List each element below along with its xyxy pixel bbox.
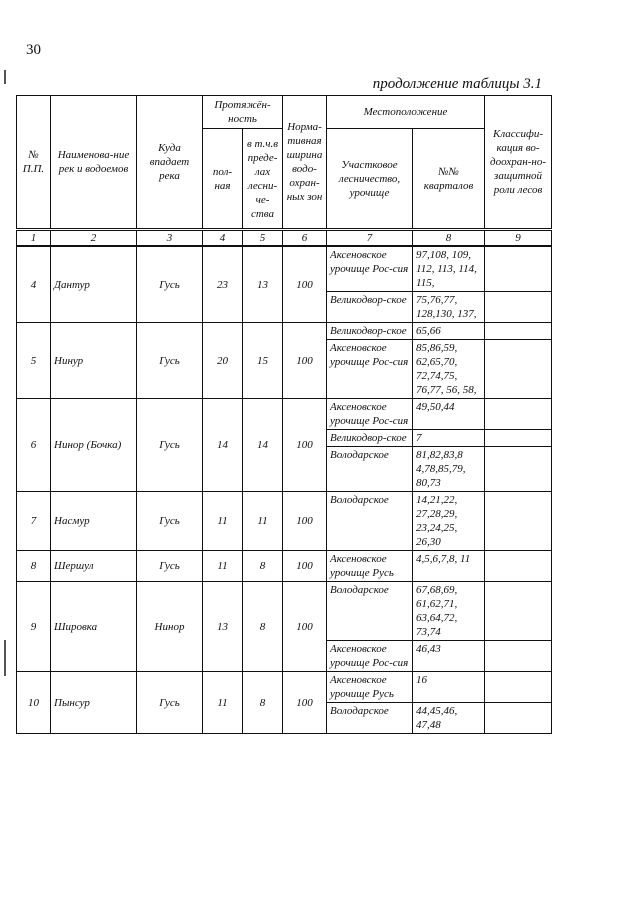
zone-width: 100 <box>283 492 327 551</box>
location-quarters: 46,43 <box>413 641 485 672</box>
location-quarters: 7 <box>413 430 485 447</box>
location-place: Володарское <box>327 582 413 641</box>
classification-cell <box>485 641 552 672</box>
header-location: Местоположение <box>327 96 485 129</box>
flows-into: Гусь <box>137 246 203 323</box>
table-row <box>17 246 552 292</box>
table-continuation-caption: продолжение таблицы 3.1 <box>372 76 542 92</box>
location-place: Великодвор-ское <box>327 292 413 323</box>
length-within: 14 <box>243 399 283 492</box>
length-full: 11 <box>203 672 243 734</box>
location-quarters: 14,21,22, 27,28,29, 23,24,25, 26,30 <box>413 492 485 551</box>
flows-into: Гусь <box>137 323 203 399</box>
river-name: Пынсур <box>51 672 137 734</box>
header-number: № П.П. <box>17 96 51 230</box>
length-full: 11 <box>203 492 243 551</box>
row-number: 9 <box>17 582 51 672</box>
row-number: 6 <box>17 399 51 492</box>
classification-cell <box>485 447 552 492</box>
zone-width: 100 <box>283 582 327 672</box>
classification-cell <box>485 292 552 323</box>
classification-cell <box>485 672 552 703</box>
location-place: Великодвор-ское <box>327 430 413 447</box>
location-quarters: 97,108, 109, 112, 113, 114, 115, <box>413 246 485 292</box>
river-name: Насмур <box>51 492 137 551</box>
row-number: 8 <box>17 551 51 582</box>
classification-cell <box>485 399 552 430</box>
length-within: 8 <box>243 582 283 672</box>
table-row <box>17 399 552 430</box>
location-place: Аксеновское урочище Рос-сия <box>327 246 413 292</box>
classification-cell <box>485 430 552 447</box>
location-place: Великодвор-ское <box>327 323 413 340</box>
length-within: 8 <box>243 672 283 734</box>
length-full: 14 <box>203 399 243 492</box>
row-number: 5 <box>17 323 51 399</box>
scan-artifact <box>4 70 6 84</box>
location-place: Аксеновское урочище Рос-сия <box>327 641 413 672</box>
location-quarters: 75,76,77, 128,130, 137, <box>413 292 485 323</box>
location-quarters: 16 <box>413 672 485 703</box>
length-within: 15 <box>243 323 283 399</box>
scan-artifact <box>4 640 6 676</box>
column-number: 3 <box>137 230 203 247</box>
zone-width: 100 <box>283 323 327 399</box>
location-place: Володарское <box>327 703 413 734</box>
column-number: 1 <box>17 230 51 247</box>
flows-into: Гусь <box>137 492 203 551</box>
zone-width: 100 <box>283 672 327 734</box>
table-row <box>17 672 552 703</box>
zone-width: 100 <box>283 399 327 492</box>
location-place: Аксеновское урочище Русь <box>327 551 413 582</box>
row-number: 4 <box>17 246 51 323</box>
river-name: Шершул <box>51 551 137 582</box>
classification-cell <box>485 703 552 734</box>
row-number: 10 <box>17 672 51 734</box>
header-zone-width: Норма-тивная ширина водо-охран-ных зон <box>283 96 327 230</box>
length-within: 13 <box>243 246 283 323</box>
flows-into: Нинор <box>137 582 203 672</box>
page-number: 30 <box>26 42 41 58</box>
classification-cell <box>485 582 552 641</box>
row-number: 7 <box>17 492 51 551</box>
column-number: 6 <box>283 230 327 247</box>
classification-cell <box>485 340 552 399</box>
header-forestry: Участковое лесничество, урочище <box>327 129 413 230</box>
column-number: 4 <box>203 230 243 247</box>
location-quarters: 85,86,59, 62,65,70, 72,74,75, 76,77, 56, 58, <box>413 340 485 399</box>
location-place: Володарское <box>327 492 413 551</box>
length-full: 23 <box>203 246 243 323</box>
location-quarters: 44,45,46, 47,48 <box>413 703 485 734</box>
length-full: 13 <box>203 582 243 672</box>
header-classification: Классифи-кация во-доохран-но-защитной роли лесов <box>485 96 552 230</box>
classification-cell <box>485 246 552 292</box>
table-row <box>17 551 552 582</box>
classification-cell <box>485 323 552 340</box>
location-place: Володарское <box>327 447 413 492</box>
column-number: 9 <box>485 230 552 247</box>
header-river-name: Наименова-ние рек и водоемов <box>51 96 137 230</box>
length-full: 11 <box>203 551 243 582</box>
header-quarters: №№ кварталов <box>413 129 485 230</box>
classification-cell <box>485 551 552 582</box>
column-number: 8 <box>413 230 485 247</box>
length-within: 11 <box>243 492 283 551</box>
table-row <box>17 492 552 551</box>
location-place: Аксеновское урочище Русь <box>327 672 413 703</box>
location-place: Аксеновское урочище Рос-сия <box>327 399 413 430</box>
location-quarters: 49,50,44 <box>413 399 485 430</box>
table-row <box>17 323 552 340</box>
river-name: Дантур <box>51 246 137 323</box>
length-within: 8 <box>243 551 283 582</box>
column-number: 5 <box>243 230 283 247</box>
header-length-full: пол-ная <box>203 129 243 230</box>
location-quarters: 4,5,6,7,8, 11 <box>413 551 485 582</box>
river-name: Шировка <box>51 582 137 672</box>
flows-into: Гусь <box>137 672 203 734</box>
column-numbers-row <box>17 230 552 247</box>
river-name: Нинор (Бочка) <box>51 399 137 492</box>
flows-into: Гусь <box>137 399 203 492</box>
location-place: Аксеновское урочище Рос-сия <box>327 340 413 399</box>
river-name: Нинур <box>51 323 137 399</box>
header-length-within: в т.ч.в преде-лах лесни-че-ства <box>243 129 283 230</box>
rivers-table <box>16 95 552 734</box>
classification-cell <box>485 492 552 551</box>
column-number: 7 <box>327 230 413 247</box>
zone-width: 100 <box>283 551 327 582</box>
flows-into: Гусь <box>137 551 203 582</box>
location-quarters: 81,82,83,8 4,78,85,79, 80,73 <box>413 447 485 492</box>
zone-width: 100 <box>283 246 327 323</box>
column-number: 2 <box>51 230 137 247</box>
header-length: Протяжён-ность <box>203 96 283 129</box>
header-flows-into: Куда впадает река <box>137 96 203 230</box>
length-full: 20 <box>203 323 243 399</box>
location-quarters: 67,68,69, 61,62,71, 63,64,72, 73,74 <box>413 582 485 641</box>
location-quarters: 65,66 <box>413 323 485 340</box>
table-row <box>17 582 552 641</box>
